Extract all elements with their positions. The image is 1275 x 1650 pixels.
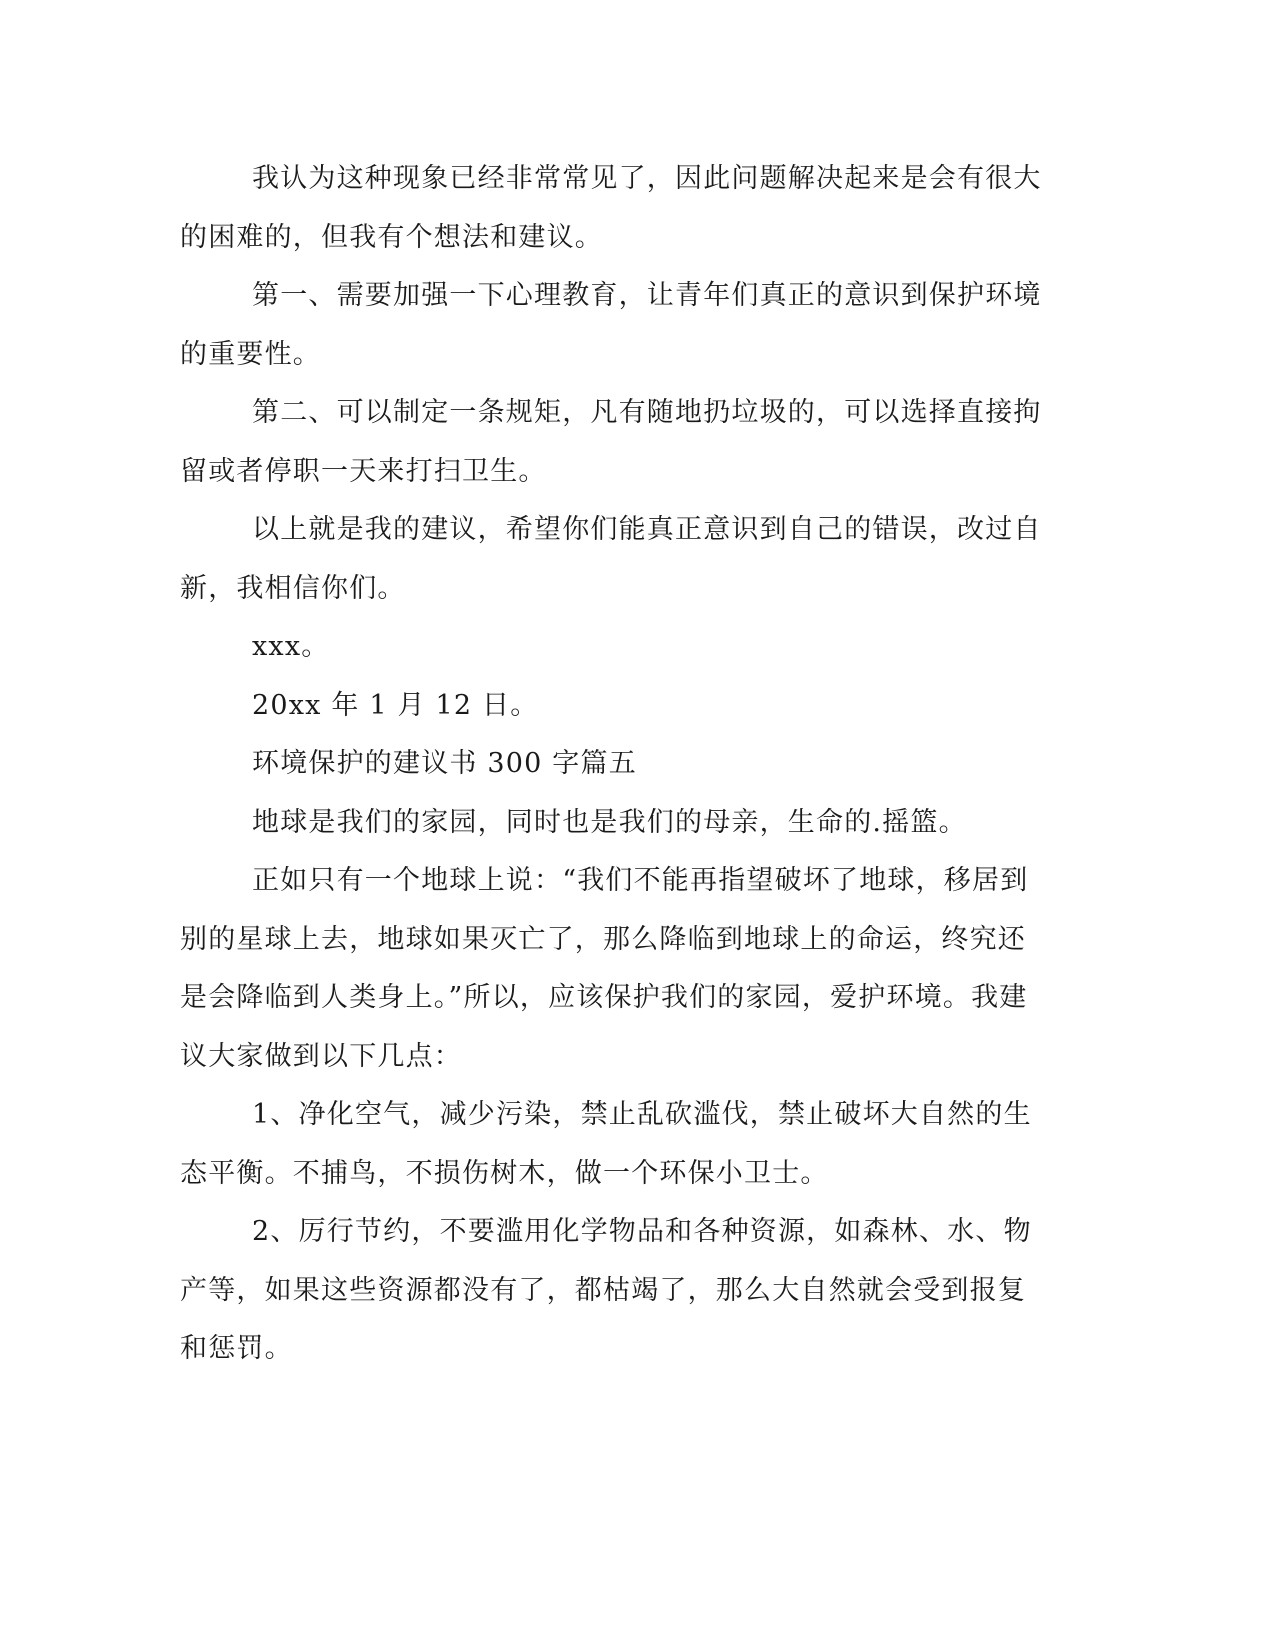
section-heading: 环境保护的建议书 300 字篇五 (252, 748, 637, 779)
paragraph-10-line-1: 1、净化空气，减少污染，禁止乱砍滥伐，禁止破坏大自然的生 (252, 1099, 1032, 1130)
paragraph-9-line-3: 是会降临到人类身上。”所以，应该保护我们的家园，爱护环境。我建 (180, 982, 1028, 1013)
paragraph-2-line-1: 第一、需要加强一下心理教育，让青年们真正的意识到保护环境 (252, 280, 1042, 311)
paragraph-10-line-2: 态平衡。不捕鸟，不损伤树木，做一个环保小卫士。 (180, 1157, 829, 1189)
paragraph-9-line-1: 正如只有一个地球上说：“我们不能再指望破坏了地球，移居到 (252, 865, 1029, 896)
paragraph-9-line-2: 别的星球上去，地球如果灭亡了，那么降临到地球上的命运，终究还 (180, 923, 1026, 955)
paragraph-1-line-1: 我认为这种现象已经非常常见了，因此问题解决起来是会有很大 (252, 163, 1042, 194)
paragraph-3-line-1: 第二、可以制定一条规矩，凡有随地扔垃圾的，可以选择直接拘 (252, 397, 1042, 428)
paragraph-1-line-2: 的困难的，但我有个想法和建议。 (180, 221, 603, 253)
signature-name: xxx。 (252, 631, 330, 662)
paragraph-4-line-1: 以上就是我的建议，希望你们能真正意识到自己的错误，改过自 (252, 514, 1042, 545)
paragraph-11-line-3: 和惩罚。 (180, 1333, 293, 1364)
document-page (180, 150, 1042, 1379)
paragraph-8-line-1: 地球是我们的家园，同时也是我们的母亲，生命的.摇篮。 (252, 806, 967, 838)
paragraph-3-line-2: 留或者停职一天来打扫卫生。 (180, 455, 547, 487)
paragraph-9-line-4: 议大家做到以下几点： (180, 1040, 462, 1072)
paragraph-4-line-2: 新，我相信你们。 (180, 572, 406, 604)
paragraph-2-line-2: 的重要性。 (180, 338, 321, 370)
paragraph-11-line-2: 产等，如果这些资源都没有了，都枯竭了，那么大自然就会受到报复 (180, 1274, 1026, 1306)
paragraph-11-line-1: 2、厉行节约，不要滥用化学物品和各种资源，如森林、水、物 (252, 1216, 1032, 1247)
signature-date: 20xx 年 1 月 12 日。 (252, 689, 539, 721)
